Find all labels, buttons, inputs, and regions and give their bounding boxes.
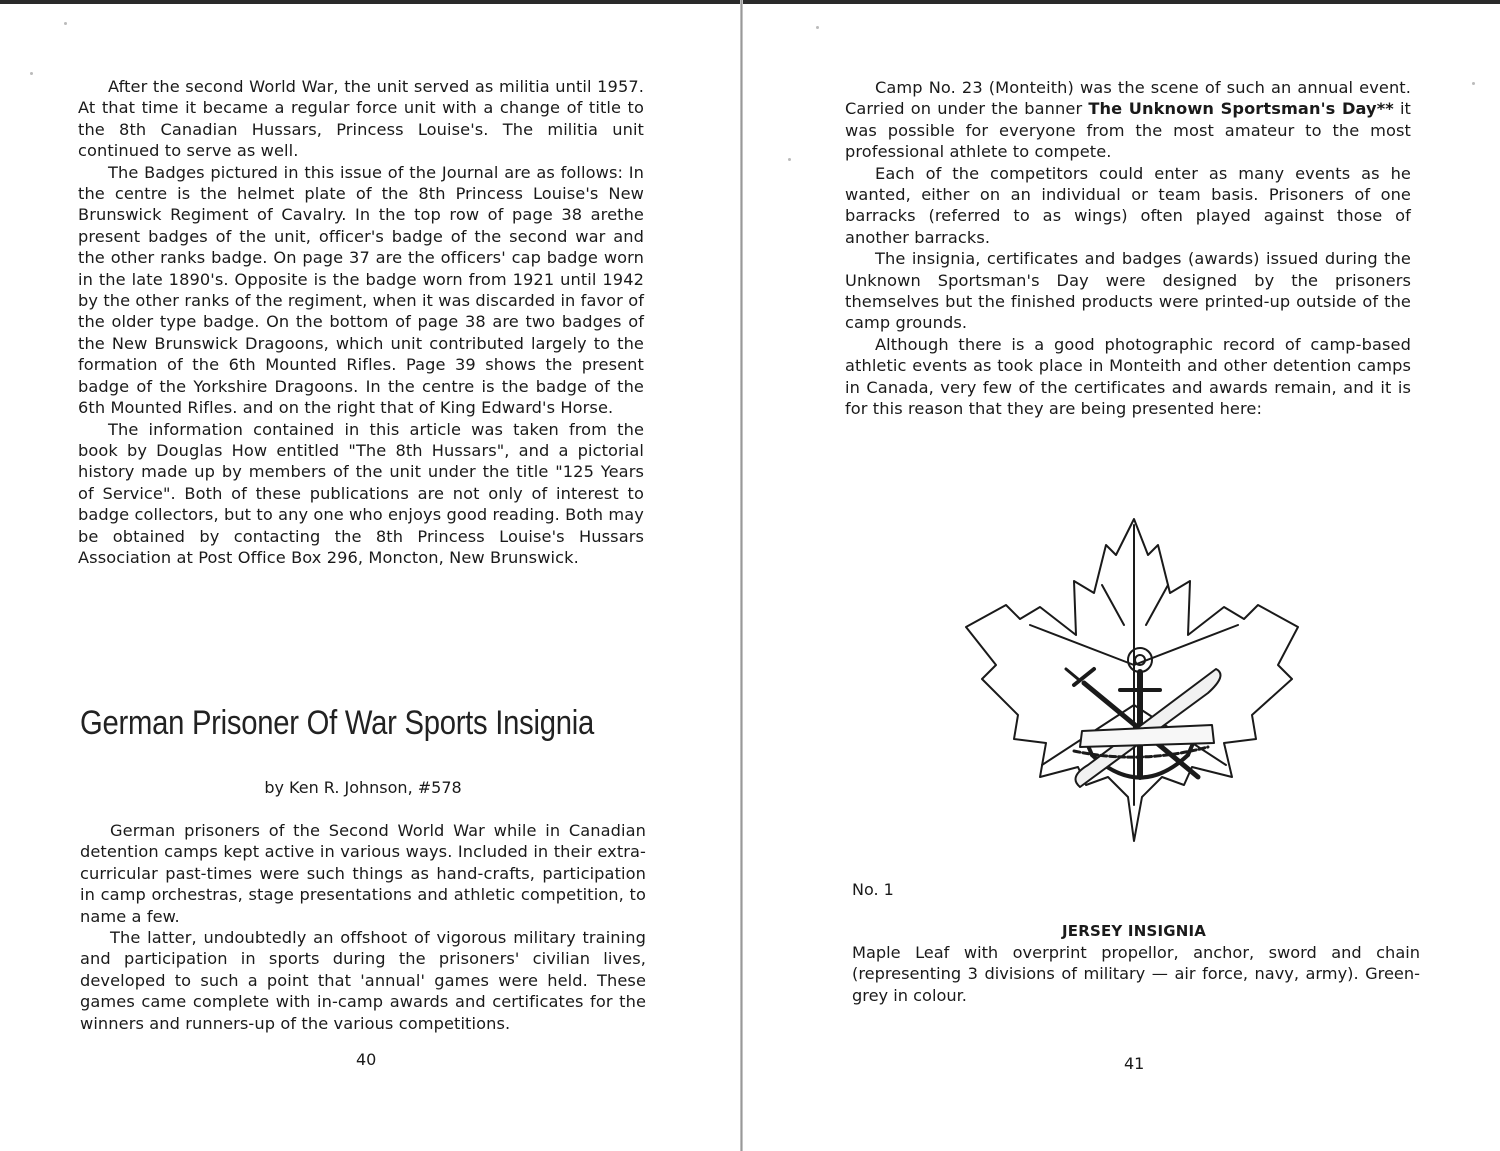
right-paragraph-4: Although there is a good photographic record of camp-based athletic events as took place in Monteith and other detention camps in Canada, very few of the certificates and awards remain, and it is for this reason that they are being presented here: xyxy=(845,334,1411,419)
intro-paragraph-1: After the second World War, the unit served as militia until 1957. At that time it became a regular force unit with a change of title to the 8th Canadian Hussars, Princess Louise's. The militia unit continued to serve as well. xyxy=(78,77,644,161)
intro-paragraph-3: The information contained in this article was taken from the book by Douglas How entitled "The 8th Hussars", and a pictorial history made up by members of the unit under the title "125 Years of Service". Both of these publications are not only of interest to badge collectors, but to any one who enjoys good reading. Both may be obtained by contacting the 8th Princess Louise's Hussars Association at Post Office Box 296, Moncton, New Brunswick. xyxy=(78,419,644,567)
p1-text-before: Camp No. 23 (Monteith) was the scene of such an annual event. Carried on under the banner xyxy=(845,78,1411,119)
book-gutter xyxy=(740,0,743,1151)
page-number-right: 41 xyxy=(1124,1054,1145,1073)
page-number-left: 40 xyxy=(356,1050,377,1069)
event-name: The Unknown Sportsman's Day** xyxy=(1088,99,1394,119)
right-paragraph-1 xyxy=(845,77,1411,163)
scan-speck xyxy=(788,158,791,161)
scan-speck xyxy=(816,26,819,29)
article-paragraph-1: German prisoners of the Second World War while in Canadian detention camps kept active in various ways. Included in their extra-curricular past-times were such things as hand-crafts, participation in camp orchestras, stage presentations and athletic competition, to name a few. xyxy=(80,821,646,926)
intro-paragraph-2: The Badges pictured in this issue of the Journal are as follows: In the centre is the helmet plate of the 8th Princess Louise's New Brunswick Regiment of Cavalry. In the top row of page 38 arethe present badges of the unit, officer's badge of the second war and the other ranks badge. On page 37 are the officers' cap badge worn in the late 1890's. Opposite is the badge worn from 1921 until 1942 by the other ranks of the regiment, when it was discarded in favor of the older type badge. On the bottom of page 38 are two badges of the New Brunswick Dragoons, which unit contributed largely to the formation of the 6th Mounted Rifles. Page 39 shows the present badge of the Yorkshire Dragoons. In the centre is the badge of the 6th Mounted Rifles. and on the right that of King Edward's Horse. xyxy=(78,162,644,418)
maple-leaf-insignia-figure xyxy=(962,515,1302,845)
figure-label: No. 1 xyxy=(852,880,894,899)
article-paragraph-2: The latter, undoubtedly an offshoot of vigorous military training and participation in sports during the prisoners' civilian lives, developed to such a point that 'annual' games were held. These games came complete with in-camp awards and certificates for the winners and runners-up of the various competitions. xyxy=(80,928,646,1033)
article-body-right xyxy=(845,77,1411,420)
scan-speck xyxy=(30,72,33,75)
right-paragraph-2: Each of the competitors could enter as many events as he wanted, either on an individual or team basis. Prisoners of one barracks (referred to as wings) often played against those of another barracks. xyxy=(845,163,1411,247)
leaf-vein xyxy=(1134,625,1238,665)
insignia-description: Maple Leaf with overprint propellor, anchor, sword and chain (representing 3 divisions of military — air force, navy, army). Green-grey in colour. xyxy=(852,943,1420,1005)
article-body-left xyxy=(80,820,646,1034)
scan-speck xyxy=(1472,82,1475,85)
scan-speck xyxy=(64,22,67,25)
right-paragraph-3: The insignia, certificates and badges (awards) issued during the Unknown Sportsman's Day were designed by the prisoners themselves but the finished products were printed-up outside of the camp grounds. xyxy=(845,249,1411,333)
article-byline: by Ken R. Johnson, #578 xyxy=(264,778,462,797)
leaf-outline xyxy=(966,519,1298,841)
leaf-vein xyxy=(1030,625,1134,665)
p1-text-after: it was possible for everyone from the most amateur to the most professional athlete to compete. xyxy=(845,99,1411,162)
insignia-heading: JERSEY INSIGNIA xyxy=(1062,922,1207,940)
article-title: German Prisoner Of War Sports Insignia xyxy=(80,704,594,742)
left-intro-text xyxy=(78,76,644,568)
maple-leaf-icon xyxy=(962,515,1302,845)
